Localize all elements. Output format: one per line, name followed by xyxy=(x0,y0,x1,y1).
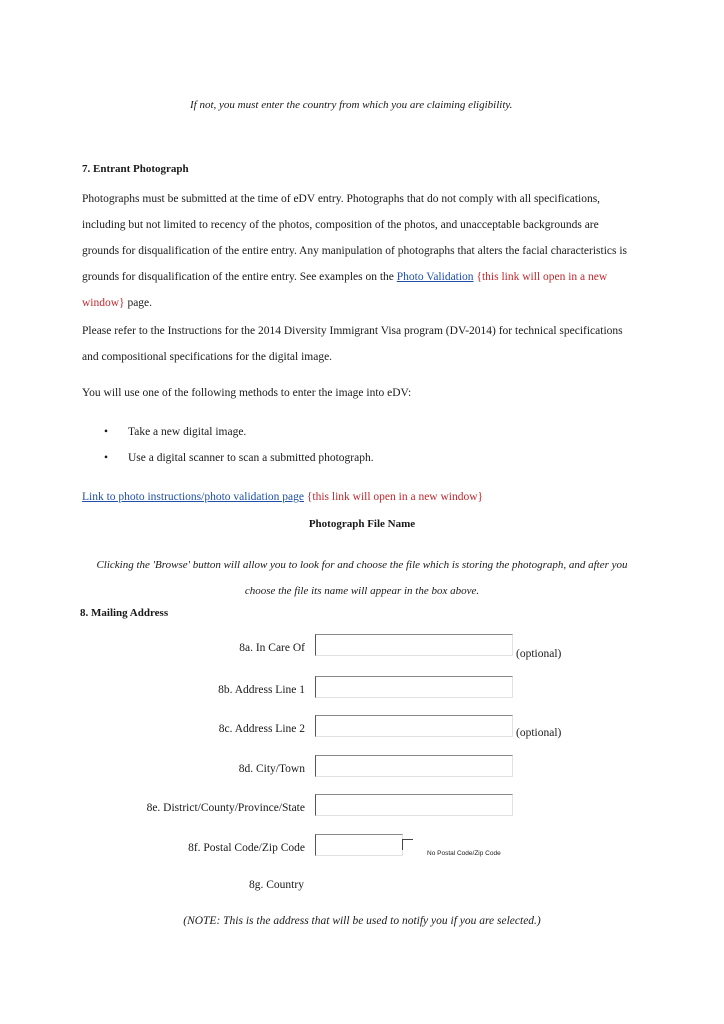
list-item: • Use a digital scanner to scan a submitted photograph. xyxy=(104,452,374,464)
address-line-2-input[interactable] xyxy=(315,715,513,737)
address-line-1-label: 8b. Address Line 1 xyxy=(218,684,305,696)
address-notification-note: (NOTE: This is the address that will be used to notify you if you are selected.) xyxy=(183,915,541,927)
address-line-2-label: 8c. Address Line 2 xyxy=(218,723,305,735)
browse-instructions: Clicking the 'Browse' button will allow you to look for and choose the file which is storing the photograph, and after you choose the file its name will appear in the box above. xyxy=(96,559,628,597)
photograph-file-name-label: Photograph File Name xyxy=(308,518,416,530)
postal-code-label: 8f. Postal Code/Zip Code xyxy=(188,842,305,854)
city-town-label: 8d. City/Town xyxy=(238,763,305,775)
district-label: 8e. District/County/Province/State xyxy=(146,802,305,814)
new-window-note: {this link will open in a new window} xyxy=(306,491,484,503)
country-label: 8g. Country xyxy=(249,879,304,891)
paragraph-line: Photographs must be submitted at the time of eDV entry. Photographs that do not comply with all specifications, xyxy=(82,193,601,205)
care-of-label: 8a. In Care Of xyxy=(239,642,305,654)
new-window-note: window} xyxy=(82,297,125,309)
photo-instructions-link-row xyxy=(82,484,483,510)
care-of-input[interactable] xyxy=(315,634,513,656)
photo-requirements-paragraph xyxy=(82,186,682,316)
section-7-heading: 7. Entrant Photograph xyxy=(82,163,189,175)
optional-tag: (optional) xyxy=(516,648,562,660)
photo-instructions-link[interactable]: Link to photo instructions/photo validation page xyxy=(82,491,304,503)
methods-list xyxy=(104,419,374,471)
new-window-note: {this link will open in a new xyxy=(476,271,608,283)
photo-validation-link[interactable]: Photo Validation xyxy=(396,271,474,283)
instructions-reference-paragraph xyxy=(82,318,682,370)
address-line-1-input[interactable] xyxy=(315,676,513,698)
district-input[interactable] xyxy=(315,794,513,816)
no-postal-code-label: No Postal Code/Zip Code xyxy=(427,850,501,857)
eligibility-country-note: If not, you must enter the country from which you are claiming eligibility. xyxy=(190,99,513,111)
paragraph-line: and compositional specifications for the digital image. xyxy=(82,351,333,363)
section-8-heading: 8. Mailing Address xyxy=(80,607,169,619)
optional-tag: (optional) xyxy=(516,727,562,739)
paragraph-line: including but not limited to recency of the photos, composition of the photos, and unacceptable backgrounds are xyxy=(82,219,599,231)
paragraph-line: window} page. xyxy=(82,297,153,309)
list-item: • Take a new digital image. xyxy=(104,426,247,438)
city-town-input[interactable] xyxy=(315,755,513,777)
no-postal-code-checkbox[interactable] xyxy=(402,839,413,850)
methods-intro: You will use one of the following methods to enter the image into eDV: xyxy=(82,387,412,399)
postal-code-input[interactable] xyxy=(315,834,403,856)
paragraph-line: grounds for disqualification of the entire entry. See examples on the Photo Validation {this link will open in a new xyxy=(82,271,608,283)
paragraph-line: Please refer to the Instructions for the 2014 Diversity Immigrant Visa program (DV-2014) for technical specifications xyxy=(82,325,623,337)
paragraph-line: grounds for disqualification of the entire entry. Any manipulation of photographs that alters the facial characteristics is xyxy=(82,245,628,257)
